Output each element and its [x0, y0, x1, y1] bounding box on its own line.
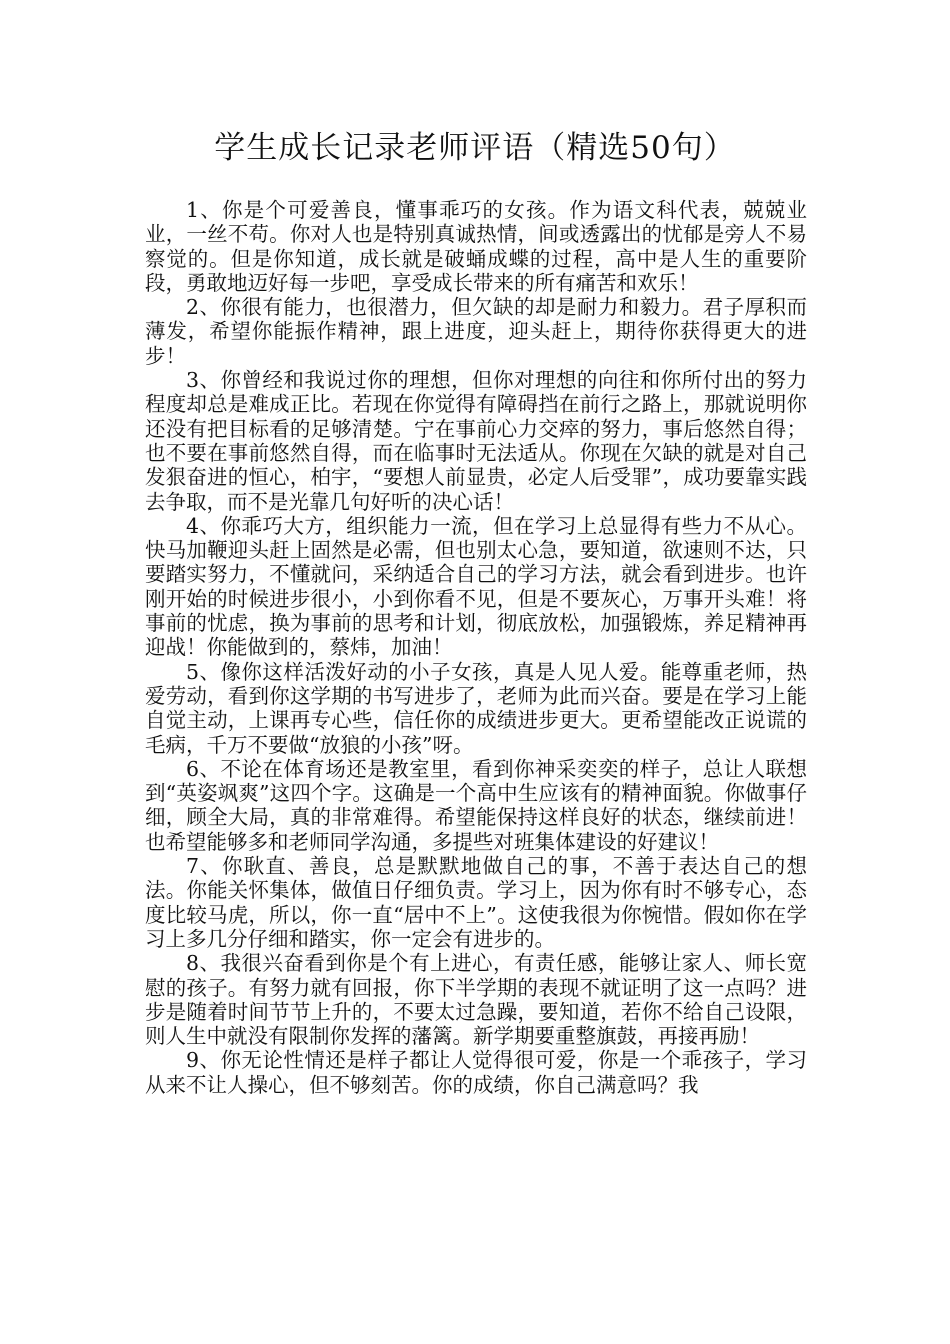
comment-paragraph: 4、你乖巧大方，组织能力一流，但在学习上总显得有些力不从心。快马加鞭迎头赶上固然是必需，但也别太心急，要知道，欲速则不达，只要踏实努力，不懂就问，采纳适合自己的学习方法，就会看到进步。也许刚开始的时候进步很小，小到你看不见，但是不要灰心，万事开头难！将事前的忧虑，换为事前的思考和计划，彻底放松，加强锻炼，养足精神再迎战！你能做到的，蔡炜，加油！	[145, 513, 807, 660]
comment-paragraph: 5、像你这样活泼好动的小子女孩，真是人见人爱。能尊重老师，热爱劳动，看到你这学期的书写进步了，老师为此而兴奋。要是在学习上能自觉主动，上课再专心些，信任你的成绩进步更大。更希望能改正说谎的毛病，千万不要做“放狼的小孩”呀。	[145, 659, 807, 757]
document-title: 学生成长记录老师评语（精选50句）	[214, 130, 736, 166]
comment-paragraph: 6、不论在体育场还是教室里，看到你神采奕奕的样子，总让人联想到“英姿飒爽”这四个字。这确是一个高中生应该有的精神面貌。你做事仔细，顾全大局，真的非常难得。希望能保持这样良好的状态，继续前进！也希望能够多和老师同学沟通，多提些对班集体建设的好建议！	[145, 756, 807, 854]
comment-paragraph: 7、你耿直、善良，总是默默地做自己的事，不善于表达自己的想法。你能关怀集体，做值日仔细负责。学习上，因为你有时不够专心，态度比较马虎，所以，你一直“居中不上”。这使我很为你惋惜。假如你在学习上多几分仔细和踏实，你一定会有进步的。	[145, 854, 807, 951]
comment-paragraph: 2、你很有能力，也很潜力，但欠缺的却是耐力和毅力。君子厚积而薄发，希望你能振作精神，跟上进度，迎头赶上，期待你获得更大的进步！	[145, 295, 807, 368]
document-body	[145, 198, 807, 1097]
comment-paragraph: 1、你是个可爱善良，懂事乖巧的女孩。作为语文科代表，兢兢业业，一丝不苟。你对人也是特别真诚热情，间或透露出的忧郁是旁人不易察觉的。但是你知道，成长就是破蛹成蝶的过程，高中是人生的重要阶段，勇敢地迈好每一步吧，享受成长带来的所有痛苦和欢乐！	[145, 198, 807, 295]
comment-paragraph: 8、我很兴奋看到你是个有上进心，有责任感，能够让家人、师长宽慰的孩子。有努力就有回报，你下半学期的表现不就证明了这一点吗？进步是随着时间节节上升的，不要太过急躁，要知道，若你不给自己设限，则人生中就没有限制你发挥的藩篱。新学期要重整旗鼓，再接再励！	[145, 951, 807, 1049]
comment-paragraph: 9、你无论性情还是样子都让人觉得很可爱，你是一个乖孩子，学习从来不让人操心，但不够刻苦。你的成绩，你自己满意吗？我	[145, 1048, 807, 1097]
comment-paragraph: 3、你曾经和我说过你的理想，但你对理想的向往和你所付出的努力程度却总是难成正比。若现在你觉得有障碍挡在前行之路上，那就说明你还没有把目标看的足够清楚。宁在事前心力交瘁的努力，事后悠然自得；也不要在事前悠然自得，而在临事时无法适从。你现在欠缺的就是对自己发狠奋进的恒心，柏宇，“要想人前显贵，必定人后受罪”，成功要靠实践去争取，而不是光靠几句好听的决心话！	[145, 368, 807, 514]
